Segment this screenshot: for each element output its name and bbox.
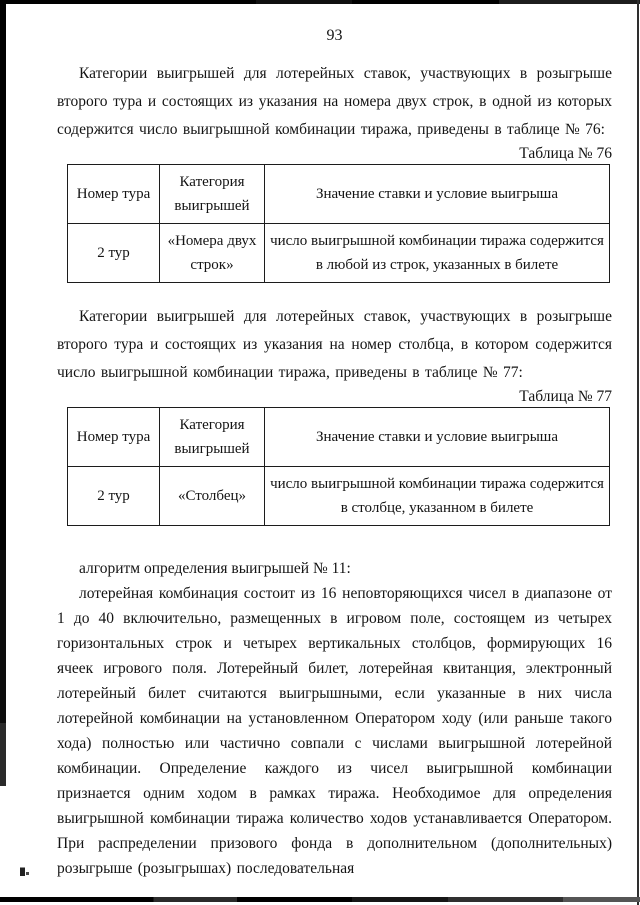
paragraph-intro-rows: Категории выигрышей для лотерейных ставок, участвующих в розыгрыше второго тура и состоящих из указания на номера двух строк, в одной из которых содержится число выигрышной комбинации тиража, приведены в таблице № 76:: [57, 65, 612, 138]
table77-caption: Таблица № 77: [519, 388, 612, 405]
table-77-cell-tour: 2 тур: [68, 467, 160, 526]
table-76-cell-category: «Номера двух строк»: [160, 224, 265, 283]
algorithm-heading: алгоритм определения выигрышей № 11:: [79, 560, 351, 577]
table-76-header-condition: Значение ставки и условие выигрыша: [265, 165, 610, 224]
ink-speck-artifact: [20, 864, 25, 876]
scan-artifact-top-edge: [0, 0, 640, 4]
paragraph-intro-column: Категории выигрышей для лотерейных ставок, участвующих в розыгрыше второго тура и состоящих из указания на номер столбца, в котором содержится число выигрышной комбинации тиража, приведены в таблице № 77:: [57, 308, 612, 381]
table-77-cell-category: «Столбец»: [160, 467, 265, 526]
scan-artifact-right-edge: [637, 0, 639, 905]
table-76-cell-condition: число выигрышной комбинации тиража содержится в любой из строк, указанных в билете: [265, 224, 610, 283]
table-77-header-category: Категория выигрышей: [160, 408, 265, 467]
table-row: [68, 224, 610, 283]
table-76-cell-tour: 2 тур: [68, 224, 160, 283]
table-77-header-condition: Значение ставки и условие выигрыша: [265, 408, 610, 467]
table-77-header-row: [68, 408, 610, 467]
scan-artifact-bottom-edge: [0, 897, 640, 902]
table-77: [67, 407, 610, 526]
table-76-header-row: [68, 165, 610, 224]
table-76: [67, 164, 610, 283]
scan-artifact-left-edge: [0, 0, 6, 786]
table-77-cell-condition: число выигрышной комбинации тиража содержится в столбце, указанном в билете: [265, 467, 610, 526]
table-76-header-tour: Номер тура: [68, 165, 160, 224]
table-77-header-tour: Номер тура: [68, 408, 160, 467]
page-number: 93: [326, 27, 343, 44]
table76-caption: Таблица № 76: [519, 145, 612, 162]
table-76-header-category: Категория выигрышей: [160, 165, 265, 224]
table-row: [68, 467, 610, 526]
algorithm-body-paragraph: лотерейная комбинация состоит из 16 неповторяющихся чисел в диапазоне от 1 до 40 включительно, размещенных в игровом поле, состоящем из четырех горизонтальных строк и четырех вертикальных столбцов, формирующих 16 ячеек игрового поля. Лотерейный билет, лотерейная квитанция, электронный лотерейный билет считаются выигрышными, если указанные в них числа лотерейной комбинации на установленном Оператором ходу (или раньше такого хода) полностью или частично совпали с числами выигрышной лотерейной комбинации. Определение каждого из чисел выигрышной комбинации признается одним ходом в рамках тиража. Необходимое для определения выигрышной комбинации тиража количество ходов устанавливается Оператором. При распределении призового фонда в дополнительном (дополнительных) розыгрыше (розыгрышах) последовательная: [57, 585, 612, 877]
